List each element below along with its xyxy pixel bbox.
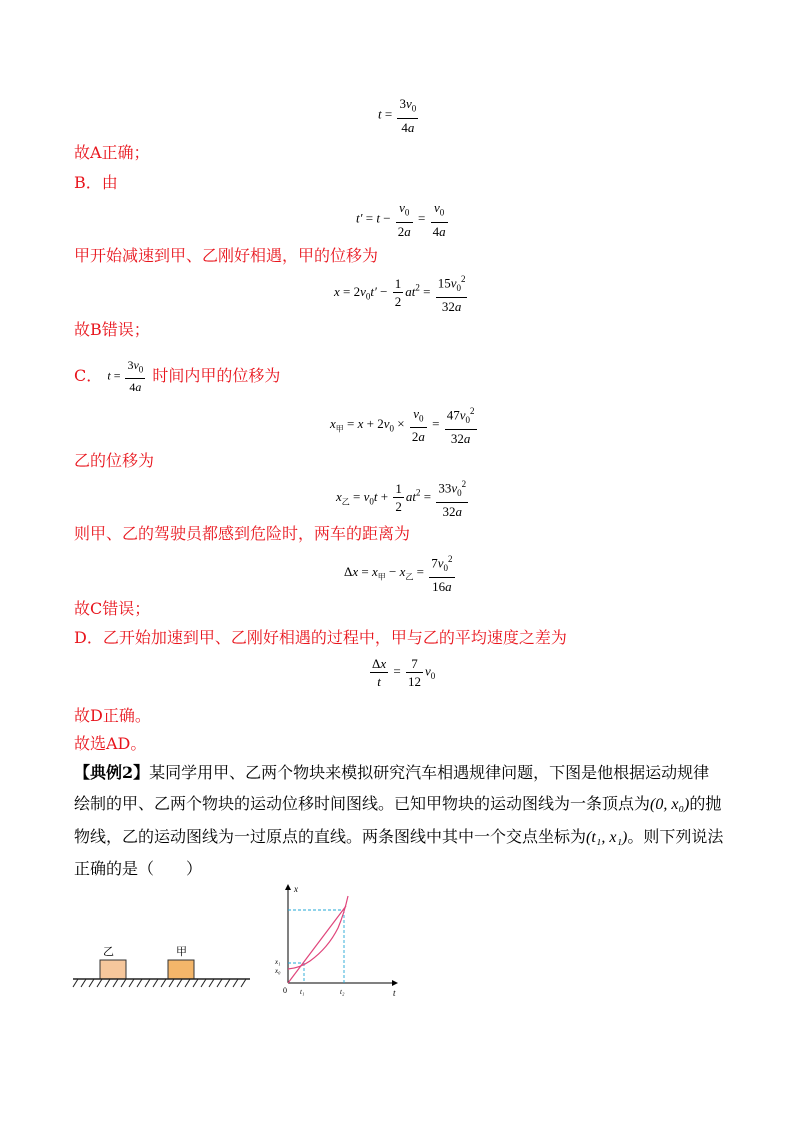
equation-x-yi: $x_乙 = v_0t$ + $\frac{1}{2}$ $at^2$ = $\frac{33v_0^2}{32a}$ [336, 479, 467, 519]
line-d-correct: 故D正确。 [74, 706, 151, 725]
x-axis-arrow [285, 884, 291, 890]
equation-delta-x: $\Delta x = x_甲 - x_乙$ = $\frac{7v_0^2}{16a}$ [344, 554, 453, 594]
block-jia [168, 960, 194, 979]
line-b-wrong: 故B错误； [74, 320, 150, 339]
vertex-point: (0, x₀) [650, 796, 690, 813]
line-b-desc: 甲开始减速到甲、乙刚好相遇，甲的位移为 [74, 246, 379, 265]
example-line-2: 绘制的甲、乙两个物块的运动位移时间图线。已知甲物块的运动图线为一条顶点为(0, x₀)的抛 [74, 794, 722, 813]
xt-graph [270, 880, 410, 1005]
t2-label: t₂ [340, 988, 345, 996]
line-answer: 故选AD。 [74, 734, 147, 753]
example-line-4: 正确的是（ ） [74, 859, 203, 878]
origin-label: 0 [283, 986, 287, 995]
example-line-1: 【典例2】某同学用甲、乙两个物块来模拟研究汽车相遇规律问题，下图是他根据运动规律 [74, 763, 710, 782]
line-c [74, 358, 280, 395]
equation-avg-velocity: $\frac{\Delta x}{t}$ = $\frac{7}{12}$ $v_0$ [372, 656, 436, 689]
line-c-yi: 乙的位移为 [74, 451, 155, 470]
block-jia-label: 甲 [176, 945, 187, 958]
line-d-desc: D．乙开始加速到甲、乙刚好相遇的过程中，甲与乙的平均速度之差为 [74, 628, 567, 647]
example-label: 【典例2】 [74, 763, 150, 782]
t1-label: t₁ [300, 988, 305, 996]
parabola-jia [288, 896, 348, 969]
t-axis-arrow [392, 980, 398, 986]
ground-hatching [73, 979, 246, 987]
line-c-prefix: C． [74, 366, 103, 386]
x1-label: x₁ [275, 958, 281, 966]
line-c-dist: 则甲、乙的驾驶员都感到危险时，两车的距离为 [74, 524, 411, 543]
blocks-figure [70, 935, 255, 1000]
block-yi-label: 乙 [103, 945, 114, 958]
equation-t-prime: t′ = t − $\frac{v_0}{2a}$ = $\frac{v_0}{4a}$ [356, 200, 446, 239]
line-b-prefix: B．由 [74, 173, 118, 192]
line-a-correct: 故A正确； [74, 143, 150, 162]
inline-equation-t: t = $\frac{3v_0}{4a}$ [107, 358, 144, 395]
line-c-suffix: 时间内甲的位移为 [152, 366, 281, 386]
x0-label: x₀ [275, 967, 281, 975]
equation-x-jia: $x_甲 = x + 2v_0$ × $\frac{v_0}{2a}$ = $\frac{47v_0^2}{32a}$ [330, 405, 475, 446]
line-yi [288, 906, 346, 983]
example-line-3: 物线，乙的运动图线为一过原点的直线。两条图线中其中一个交点坐标为(t₁, x₁)。则下列说法 [74, 827, 724, 846]
axis-t-label: t [393, 988, 396, 998]
line-c-wrong: 故C错误； [74, 599, 151, 618]
intersection-point: (t₁, x₁) [586, 829, 628, 846]
block-yi [100, 960, 126, 979]
equation-t: t = $\frac{3v_0}{4a}$ [378, 96, 417, 135]
axis-x-label: x [294, 884, 298, 894]
equation-x: $x = 2v_0t'$ − $\frac{1}{2}$ $at^2$ = $\frac{15v_0^2}{32a}$ [334, 274, 466, 314]
